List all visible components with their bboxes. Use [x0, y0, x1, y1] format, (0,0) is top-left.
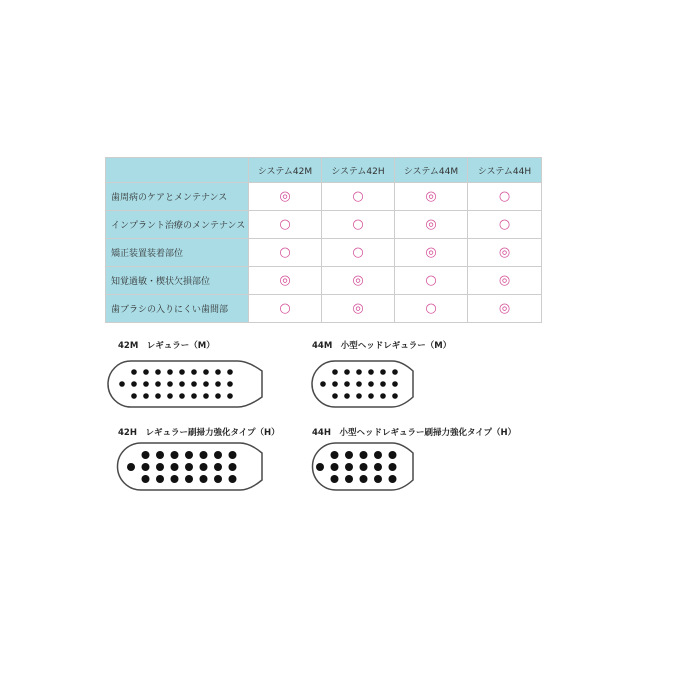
- suitability-mark: ○: [468, 183, 542, 211]
- bristle-tuft-dot: [167, 369, 173, 375]
- bristle-tuft-dot: [368, 369, 374, 375]
- bristle-tuft-dot: [143, 393, 149, 399]
- bristle-tuft-dot: [316, 463, 324, 471]
- bristle-tuft-dot: [392, 381, 398, 387]
- bristle-tuft-dot: [356, 369, 362, 375]
- suitability-mark: ◎: [468, 295, 542, 323]
- bristle-tuft-dot: [332, 369, 338, 375]
- column-header-42m: システム42M: [249, 158, 322, 183]
- suitability-mark: ◎: [249, 267, 322, 295]
- bristle-tuft-dot: [345, 463, 353, 471]
- brush-head-outline: [108, 361, 262, 407]
- column-header-44m: システム44M: [395, 158, 468, 183]
- bristle-tuft-dot: [227, 381, 233, 387]
- table-row: [106, 295, 542, 323]
- bristle-tuft-dot: [374, 451, 382, 459]
- bristle-tuft-dot: [155, 369, 161, 375]
- bristle-tuft-dot: [179, 393, 185, 399]
- bristle-tuft-dot: [344, 369, 350, 375]
- bristle-tuft-dot: [156, 451, 164, 459]
- bristle-tuft-dot: [142, 463, 150, 471]
- suitability-mark: ○: [322, 239, 395, 267]
- bristle-tuft-dot: [203, 381, 209, 387]
- bristle-tuft-dot: [203, 369, 209, 375]
- bristle-tuft-dot: [156, 463, 164, 471]
- brush-head-42h-diagram: [115, 440, 265, 493]
- bristle-tuft-dot: [345, 475, 353, 483]
- suitability-mark: ○: [395, 267, 468, 295]
- bristle-tuft-dot: [215, 369, 221, 375]
- bristle-tuft-dot: [200, 475, 208, 483]
- bristle-tuft-dot: [191, 381, 197, 387]
- suitability-mark: ○: [249, 211, 322, 239]
- bristle-tuft-dot: [389, 451, 397, 459]
- row-label: インプラント治療のメンテナンス: [106, 211, 249, 239]
- bristle-tuft-dot: [171, 475, 179, 483]
- bristle-tuft-dot: [171, 463, 179, 471]
- bristle-tuft-dot: [215, 381, 221, 387]
- bristle-tuft-dot: [214, 463, 222, 471]
- suitability-mark: ○: [322, 211, 395, 239]
- bristle-tuft-dot: [214, 475, 222, 483]
- bristle-tuft-dot: [214, 451, 222, 459]
- brush-head-44h-diagram: [310, 440, 416, 493]
- suitability-mark: ◎: [468, 267, 542, 295]
- bristle-tuft-dot: [389, 463, 397, 471]
- bristle-tuft-dot: [331, 463, 339, 471]
- bristle-tuft-dot: [368, 393, 374, 399]
- brush-label-44m: 44M 小型ヘッドレギュラー（M）: [312, 341, 452, 351]
- row-label: 歯ブラシの入りにくい歯間部: [106, 295, 249, 323]
- bristle-tuft-dot: [380, 369, 386, 375]
- bristle-tuft-dot: [155, 381, 161, 387]
- bristle-tuft-dot: [131, 393, 137, 399]
- bristle-tuft-dot: [191, 369, 197, 375]
- header-row: [106, 158, 542, 183]
- bristle-tuft-dot: [185, 463, 193, 471]
- bristle-tuft-dot: [227, 369, 233, 375]
- bristle-tuft-dot: [332, 393, 338, 399]
- bristle-tuft-dot: [229, 463, 237, 471]
- bristle-tuft-dot: [171, 451, 179, 459]
- bristle-tuft-dot: [345, 451, 353, 459]
- suitability-mark: ◎: [322, 267, 395, 295]
- brush-head-42m-diagram: [106, 358, 266, 410]
- bristle-tuft-dot: [131, 369, 137, 375]
- bristle-tuft-dot: [380, 381, 386, 387]
- bristle-tuft-dot: [331, 475, 339, 483]
- bristle-tuft-dot: [143, 381, 149, 387]
- bristle-tuft-dot: [320, 381, 326, 387]
- bristle-tuft-dot: [380, 393, 386, 399]
- brush-head-44m-diagram: [310, 358, 416, 410]
- suitability-mark: ○: [322, 183, 395, 211]
- bristle-tuft-dot: [143, 369, 149, 375]
- bristle-tuft-dot: [229, 451, 237, 459]
- bristle-tuft-dot: [142, 451, 150, 459]
- bristle-tuft-dot: [392, 369, 398, 375]
- bristle-tuft-dot: [155, 393, 161, 399]
- suitability-mark: ◎: [468, 239, 542, 267]
- suitability-mark: ◎: [322, 295, 395, 323]
- comparison-table: [105, 157, 542, 323]
- bristle-tuft-dot: [374, 475, 382, 483]
- suitability-mark: ◎: [395, 183, 468, 211]
- table-row: [106, 183, 542, 211]
- bristle-tuft-dot: [392, 393, 398, 399]
- column-header-44h: システム44H: [468, 158, 542, 183]
- suitability-mark: ◎: [395, 211, 468, 239]
- brush-label-42h: 42H レギュラー刷掃力強化タイプ（H）: [118, 428, 280, 438]
- bristle-tuft-dot: [389, 475, 397, 483]
- bristle-tuft-dot: [185, 451, 193, 459]
- bristle-tuft-dot: [215, 393, 221, 399]
- corner-cell: [106, 158, 249, 183]
- bristle-tuft-dot: [127, 463, 135, 471]
- bristle-tuft-dot: [368, 381, 374, 387]
- row-label: 歯周病のケアとメンテナンス: [106, 183, 249, 211]
- bristle-tuft-dot: [227, 393, 233, 399]
- bristle-tuft-dot: [191, 393, 197, 399]
- bristle-tuft-dot: [200, 451, 208, 459]
- bristle-tuft-dot: [203, 393, 209, 399]
- bristle-tuft-dot: [356, 381, 362, 387]
- bristle-tuft-dot: [360, 451, 368, 459]
- table-row: [106, 211, 542, 239]
- bristle-tuft-dot: [142, 475, 150, 483]
- bristle-tuft-dot: [344, 393, 350, 399]
- bristle-tuft-dot: [360, 475, 368, 483]
- suitability-mark: ○: [249, 295, 322, 323]
- row-label: 知覚過敏・楔状欠損部位: [106, 267, 249, 295]
- bristle-tuft-dot: [167, 381, 173, 387]
- bristle-tuft-dot: [344, 381, 350, 387]
- bristle-tuft-dot: [332, 381, 338, 387]
- bristle-tuft-dot: [374, 463, 382, 471]
- bristle-tuft-dot: [229, 475, 237, 483]
- brush-label-44h: 44H 小型ヘッドレギュラー刷掃力強化タイプ（H）: [312, 428, 517, 438]
- bristle-tuft-dot: [200, 463, 208, 471]
- bristle-tuft-dot: [185, 475, 193, 483]
- bristle-tuft-dot: [131, 381, 137, 387]
- bristle-tuft-dot: [119, 381, 125, 387]
- row-label: 矯正装置装着部位: [106, 239, 249, 267]
- suitability-mark: ◎: [249, 183, 322, 211]
- column-header-42h: システム42H: [322, 158, 395, 183]
- bristle-tuft-dot: [179, 381, 185, 387]
- bristle-tuft-dot: [360, 463, 368, 471]
- bristle-tuft-dot: [179, 369, 185, 375]
- brush-label-42m: 42M レギュラー（M）: [118, 341, 215, 351]
- suitability-mark: ○: [249, 239, 322, 267]
- suitability-mark: ○: [395, 295, 468, 323]
- bristle-tuft-dot: [156, 475, 164, 483]
- bristle-tuft-dot: [167, 393, 173, 399]
- table-row: [106, 239, 542, 267]
- table-row: [106, 267, 542, 295]
- bristle-tuft-dot: [331, 451, 339, 459]
- suitability-mark: ○: [468, 211, 542, 239]
- brush-head-outline: [312, 361, 413, 407]
- bristle-tuft-dot: [356, 393, 362, 399]
- suitability-mark: ◎: [395, 239, 468, 267]
